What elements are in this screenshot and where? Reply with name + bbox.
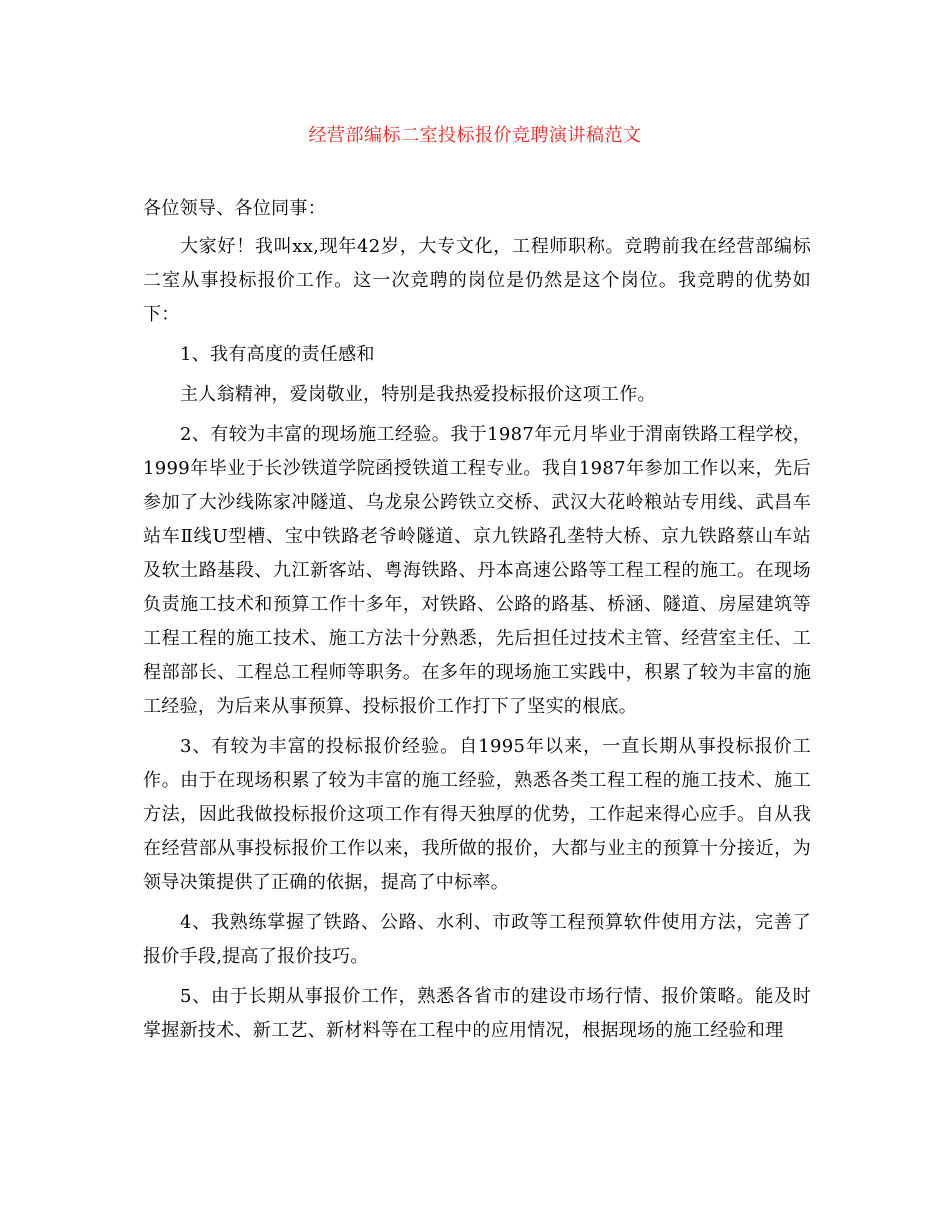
paragraph-point-3: 3、有较为丰富的投标报价经验。自1995年以来，一直长期从事投标报价工作。由于在现场积累了较为丰富的施工经验，熟悉各类工程工程的施工技术、施工方法，因此我做投标报价这项工作有得天独厚的优势，工作起来得心应手。自从我在经营部从事投标报价工作以来，我所做的报价，大都与业主的预算十分接近，为领导决策提供了正确的依据，提高了中标率。 <box>143 736 811 893</box>
salutation: 各位领导、各位同事： <box>143 198 326 219</box>
document-title: 经营部编标二室投标报价竞聘演讲稿范文 <box>308 125 642 146</box>
paragraph-point-1-continued: 主人翁精神，爱岗敬业，特别是我热爱投标报价这项工作。 <box>180 384 656 405</box>
paragraph-point-1: 1、我有高度的责任感和 <box>180 344 375 365</box>
paragraph-intro: 大家好！我叫xx,现年42岁，大专文化，工程师职称。竞聘前我在经营部编标二室从事投标报价工作。这一次竞聘的岗位是仍然是这个岗位。我竞聘的优势如下： <box>143 236 811 325</box>
paragraph-point-5: 5、由于长期从事报价工作，熟悉各省市的建设市场行情、报价策略。能及时掌握新技术、新工艺、新材料等在工程中的应用情况，根据现场的施工经验和理 <box>143 986 811 1041</box>
paragraph-point-4: 4、我熟练掌握了铁路、公路、水利、市政等工程预算软件使用方法，完善了报价手段,提高了报价技巧。 <box>143 912 811 967</box>
document-body <box>143 192 811 1054</box>
paragraph-point-2: 2、有较为丰富的现场施工经验。我于1987年元月毕业于渭南铁路工程学校，1999年毕业于长沙铁道学院函授铁道工程专业。我自1987年参加工作以来，先后参加了大沙线陈家冲隧道、乌龙泉公跨铁立交桥、武汉大花岭粮站专用线、武昌车站车Ⅱ线U型槽、宝中铁路老爷岭隧道、京九铁路孔垄特大桥、京九铁路蔡山车站及软土路基段、九江新客站、粤海铁路、丹本高速公路等工程工程的施工。在现场负责施工技术和预算工作十多年，对铁路、公路的路基、桥涵、隧道、房屋建筑等工程工程的施工技术、施工方法十分熟悉，先后担任过技术主管、经营室主任、工程部部长、工程总工程师等职务。在多年的现场施工实践中，积累了较为丰富的施工经验，为后来从事预算、投标报价工作打下了坚实的根底。 <box>143 424 811 717</box>
